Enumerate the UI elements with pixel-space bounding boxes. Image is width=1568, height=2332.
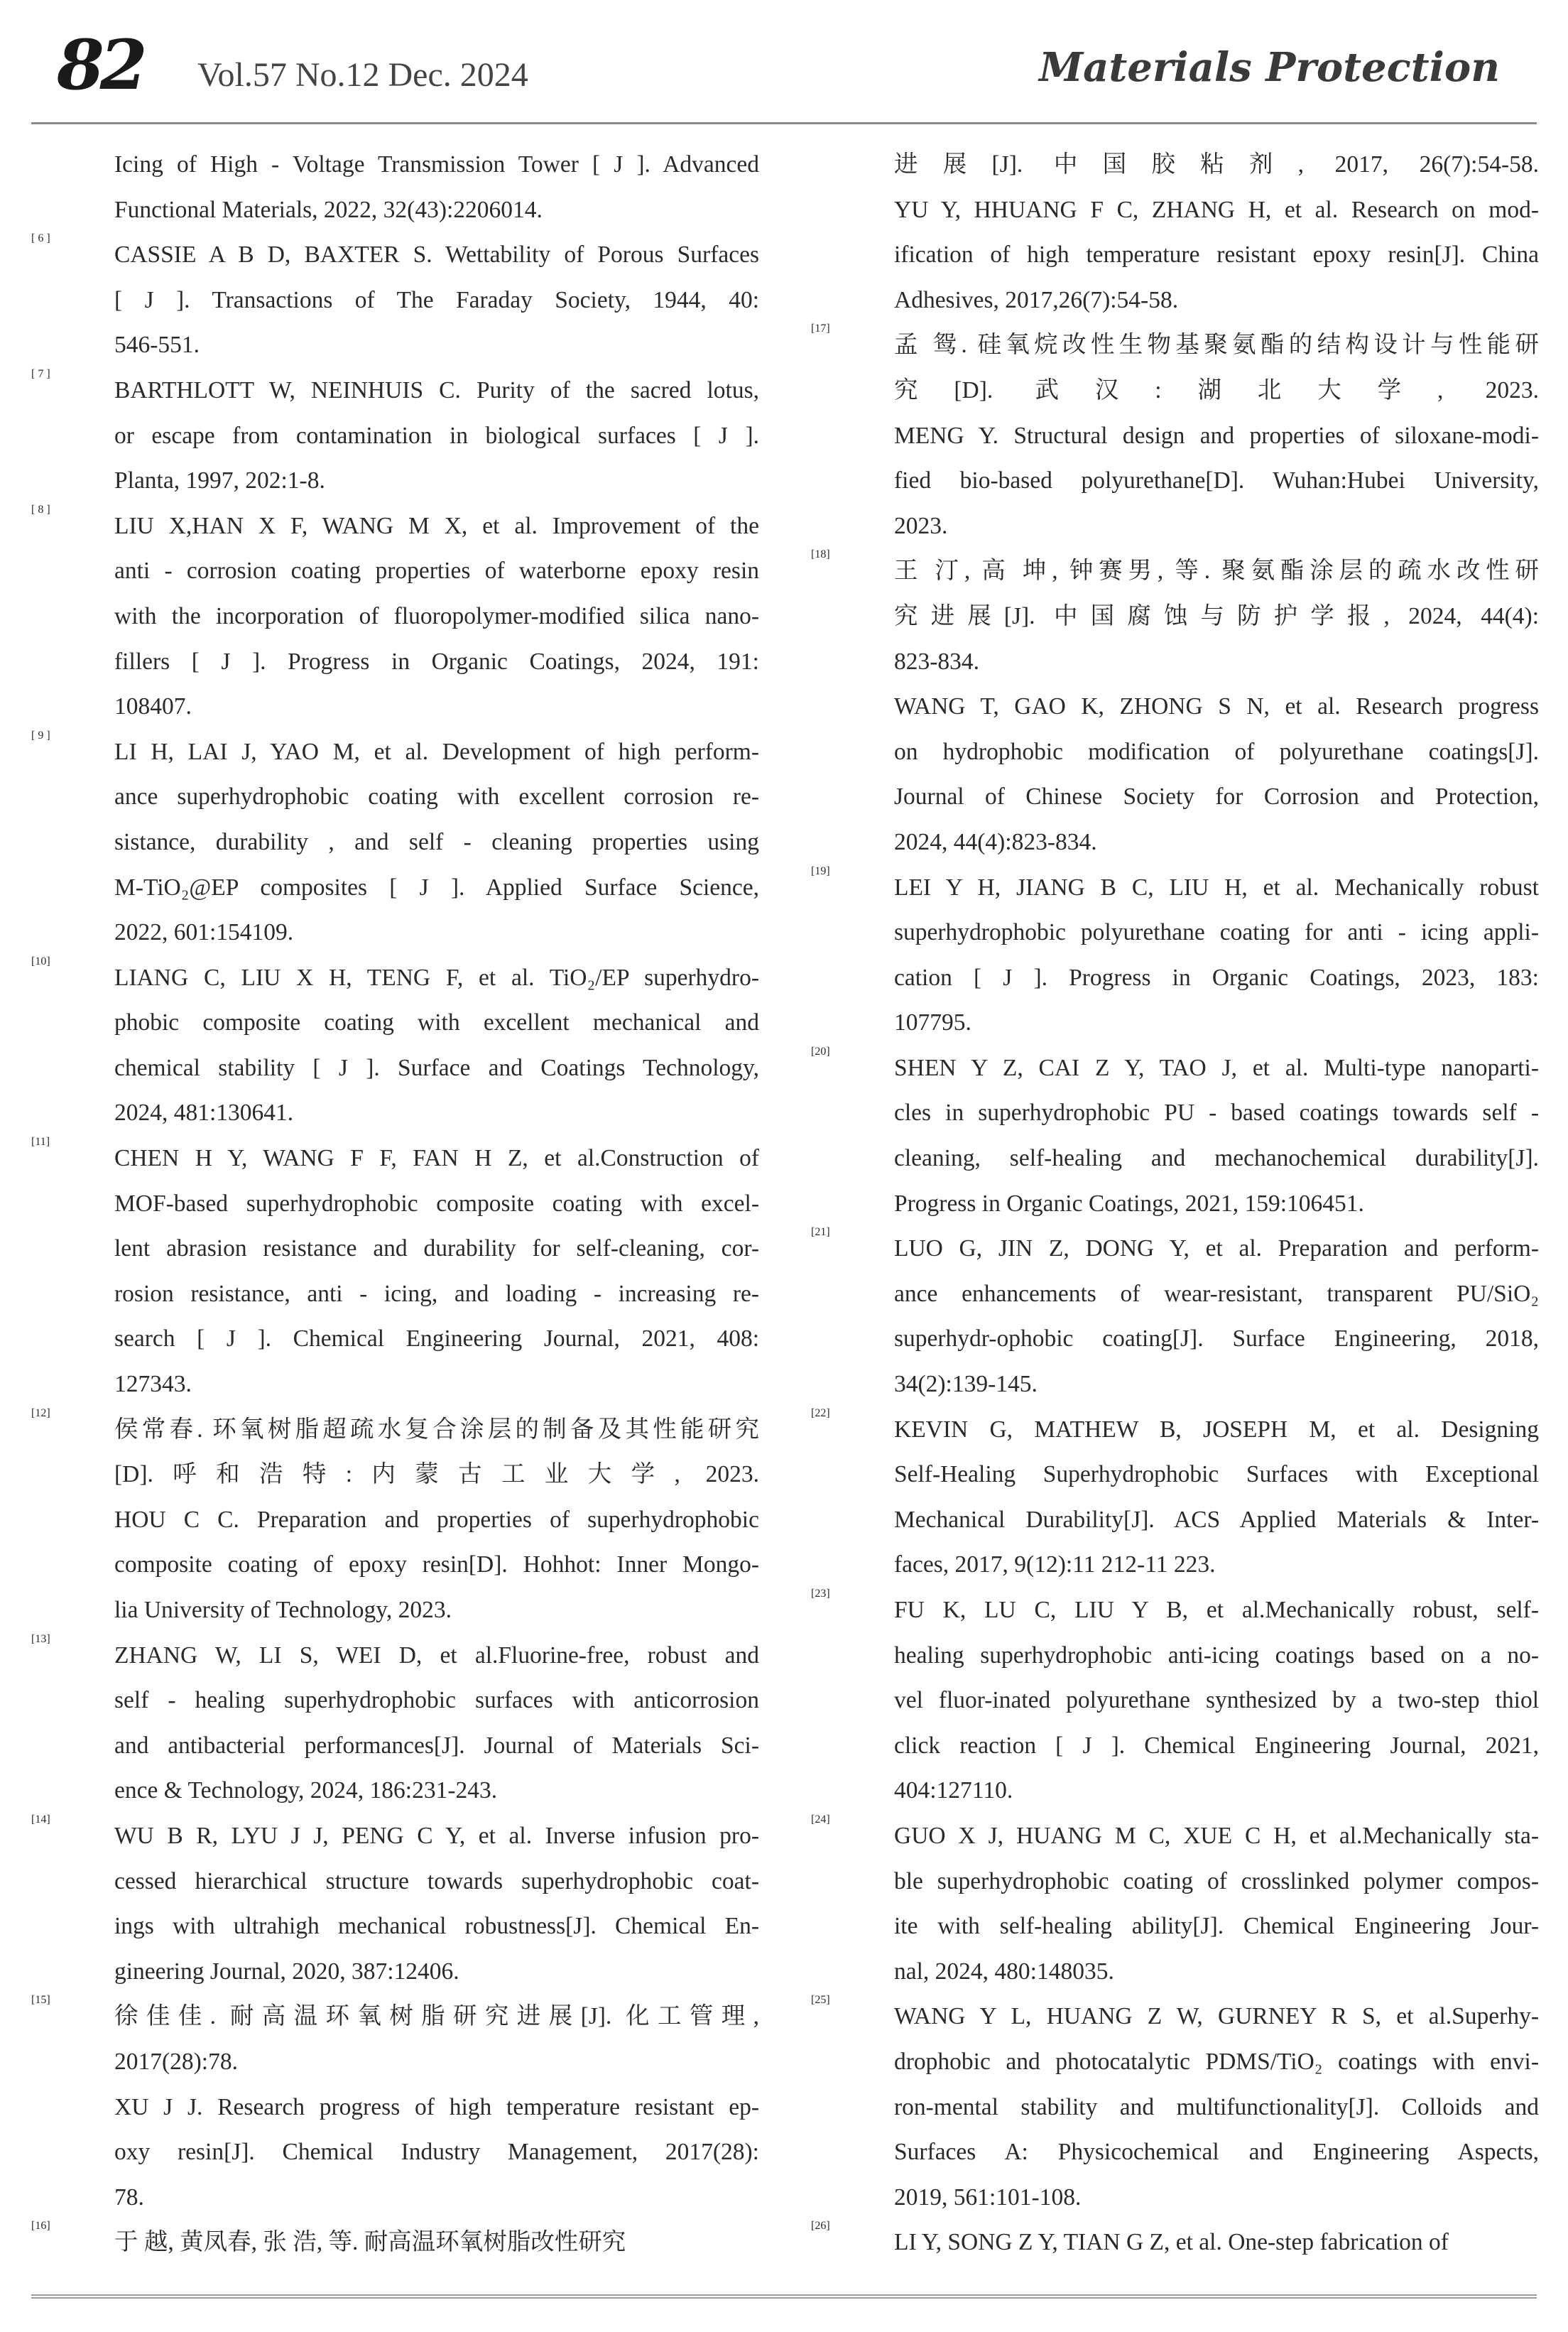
reference-number: [16]: [31, 2220, 50, 2233]
reference-line: FU K, LU C, LIU Y B, et al.Mechanically robust, self-: [894, 1597, 1539, 1623]
footer-divider: [31, 2294, 1537, 2303]
header-divider: [31, 122, 1537, 124]
reference-line: vel fluor-inated polyurethane synthesized by a two-step thiol: [894, 1687, 1539, 1714]
reference-number: [12]: [31, 1406, 50, 1419]
reference-line: or escape from contamination in biological surfaces [ J ].: [114, 422, 759, 449]
reference-number: [18]: [811, 548, 830, 561]
reference-entry: [31, 2220, 759, 2265]
reference-line: lia University of Technology, 2023.: [114, 1597, 452, 1623]
reference-entry: [31, 730, 759, 955]
journal-title: Materials Protection: [1039, 44, 1500, 91]
reference-number: [ 7 ]: [31, 367, 50, 380]
reference-column-left: [31, 142, 759, 2265]
reference-number: [22]: [811, 1406, 830, 1419]
reference-line: cation [ J ]. Progress in Organic Coatings, 2023, 183:: [894, 964, 1539, 991]
reference-line: phobic composite coating with excellent mechanical and: [114, 1009, 759, 1036]
reference-line: 2022, 601:154109.: [114, 919, 294, 946]
reference-number: [ 8 ]: [31, 503, 50, 516]
reference-line: ron-mental stability and multifunctionality[J]. Colloids and: [894, 2093, 1539, 2120]
reference-line: WANG Y L, HUANG Z W, GURNEY R S, et al.Superhy-: [894, 2003, 1539, 2030]
reference-line: Journal of Chinese Society for Corrosion and Protection,: [894, 783, 1539, 810]
reference-line: 孟 鸳. 硅氧烷改性生物基聚氨酯的结构设计与性能研: [894, 332, 1539, 359]
reference-entry: [811, 548, 1539, 864]
reference-line: ification of high temperature resistant epoxy resin[J]. China: [894, 242, 1539, 269]
reference-line: GUO X J, HUANG M C, XUE C H, et al.Mechanically sta-: [894, 1822, 1539, 1849]
reference-line: CHEN H Y, WANG F F, FAN H Z, et al.Construction of: [114, 1145, 759, 1172]
reference-line: [D].呼和浩特:内蒙古工业大学, 2023.: [114, 1461, 759, 1488]
reference-entry: [31, 1633, 759, 1813]
reference-line: Icing of High - Voltage Transmission Tower [ J ]. Advanced: [114, 151, 759, 178]
reference-line: ence & Technology, 2024, 186:231-243.: [114, 1777, 498, 1804]
reference-number: [10]: [31, 955, 50, 967]
reference-line: rosion resistance, anti - icing, and loading - increasing re-: [114, 1280, 759, 1307]
reference-entry: [811, 1994, 1539, 2220]
reference-line: LI Y, SONG Z Y, TIAN G Z, et al. One-step fabrication of: [894, 2229, 1449, 2256]
reference-number: [13]: [31, 1632, 50, 1645]
reference-line: search [ J ]. Chemical Engineering Journal, 2021, 408:: [114, 1325, 759, 1352]
reference-line: MENG Y. Structural design and properties of siloxane-modi-: [894, 422, 1539, 449]
reference-line: 究进展[J]. 中国腐蚀与防护学报, 2024, 44(4):: [894, 602, 1539, 629]
reference-number: [26]: [811, 2220, 830, 2233]
reference-number: [11]: [31, 1136, 50, 1149]
reference-line: 107795.: [894, 1009, 971, 1036]
reference-line: 进展[J]. 中国胶粘剂, 2017, 26(7):54-58.: [894, 151, 1539, 178]
reference-line: LIANG C, LIU X H, TENG F, et al. TiO₂/EP superhydro-: [114, 964, 759, 991]
reference-line: cles in superhydrophobic PU - based coatings towards self -: [894, 1100, 1539, 1127]
reference-line: 78.: [114, 2184, 144, 2211]
reference-number: [ 9 ]: [31, 729, 50, 742]
reference-line: faces, 2017, 9(12):11 212-11 223.: [894, 1551, 1216, 1578]
reference-line: ZHANG W, LI S, WEI D, et al.Fluorine-free, robust and: [114, 1642, 759, 1669]
reference-line: cessed hierarchical structure towards superhydrophobic coat-: [114, 1867, 759, 1894]
reference-entry: [31, 504, 759, 730]
reference-line: drophobic and photocatalytic PDMS/TiO₂ coatings with envi-: [894, 2048, 1539, 2075]
reference-line: gineering Journal, 2020, 387:12406.: [114, 1958, 459, 1985]
reference-line: 404:127110.: [894, 1777, 1013, 1804]
reference-line: Mechanical Durability[J]. ACS Applied Materials & Inter-: [894, 1506, 1539, 1533]
reference-line: with the incorporation of fluoropolymer-modified silica nano-: [114, 602, 759, 629]
reference-line: superhydrophobic polyurethane coating for anti - icing appli-: [894, 919, 1539, 946]
reference-line: on hydrophobic modification of polyurethane coatings[J].: [894, 738, 1539, 765]
reference-line: composite coating of epoxy resin[D]. Hohhot: Inner Mongo-: [114, 1551, 759, 1578]
reference-line: Planta, 1997, 202:1-8.: [114, 467, 325, 494]
reference-line: anti - corrosion coating properties of waterborne epoxy resin: [114, 558, 759, 585]
reference-number: [ 6 ]: [31, 232, 50, 245]
reference-number: [25]: [811, 1994, 830, 2007]
reference-line: XU J J. Research progress of high temperature resistant ep-: [114, 2093, 759, 2120]
reference-line: ings with ultrahigh mechanical robustness[J]. Chemical En-: [114, 1913, 759, 1940]
reference-line: 究[D]. 武汉:湖北大学, 2023.: [894, 376, 1539, 403]
reference-entry: [811, 2220, 1539, 2265]
reference-line: 108407.: [114, 693, 192, 720]
reference-line: 2024, 481:130641.: [114, 1100, 294, 1127]
reference-number: [14]: [31, 1813, 50, 1826]
reference-line: 34(2):139-145.: [894, 1371, 1038, 1398]
reference-line: chemical stability [ J ]. Surface and Coatings Technology,: [114, 1054, 759, 1081]
reference-line: 2017(28):78.: [114, 2048, 238, 2075]
reference-line: Surfaces A: Physicochemical and Engineering Aspects,: [894, 2139, 1539, 2166]
reference-entry: [811, 1813, 1539, 1994]
reference-number: [23]: [811, 1588, 830, 1600]
reference-entry: [811, 1407, 1539, 1588]
reference-line: 2024, 44(4):823-834.: [894, 828, 1097, 855]
reference-line: WU B R, LYU J J, PENG C Y, et al. Inverse infusion pro-: [114, 1822, 759, 1849]
reference-line: ance superhydrophobic coating with excellent corrosion re-: [114, 783, 759, 810]
reference-line: ance enhancements of wear-resistant, transparent PU/SiO₂: [894, 1280, 1539, 1307]
reference-line: Progress in Organic Coatings, 2021, 159:106451.: [894, 1190, 1364, 1217]
reference-line: LIU X,HAN X F, WANG M X, et al. Improvement of the: [114, 512, 759, 539]
reference-line: fied bio-based polyurethane[D]. Wuhan:Hubei University,: [894, 467, 1539, 494]
issue-info: Vol.57 No.12 Dec. 2024: [197, 56, 528, 94]
reference-number: [21]: [811, 1226, 830, 1239]
reference-line: SHEN Y Z, CAI Z Y, TAO J, et al. Multi-type nanoparti-: [894, 1054, 1539, 1081]
reference-line: KEVIN G, MATHEW B, JOSEPH M, et al. Designing: [894, 1416, 1539, 1443]
reference-number: [24]: [811, 1813, 830, 1826]
reference-line: [ J ]. Transactions of The Faraday Society, 1944, 40:: [114, 286, 759, 313]
reference-line: sistance, durability , and self - cleaning properties using: [114, 828, 759, 855]
reference-line: Adhesives, 2017,26(7):54-58.: [894, 286, 1179, 313]
page-number: 82: [57, 25, 143, 105]
reference-line: oxy resin[J]. Chemical Industry Management, 2017(28):: [114, 2139, 759, 2166]
reference-line: Self-Healing Superhydrophobic Surfaces with Exceptional: [894, 1461, 1539, 1488]
reference-entry: [811, 1588, 1539, 1813]
reference-line: M-TiO₂@EP composites [ J ]. Applied Surface Science,: [114, 874, 759, 901]
reference-line: LUO G, JIN Z, DONG Y, et al. Preparation and perform-: [894, 1235, 1539, 1262]
reference-number: [20]: [811, 1045, 830, 1058]
reference-line: healing superhydrophobic anti-icing coatings based on a no-: [894, 1642, 1539, 1669]
reference-entry: [31, 955, 759, 1136]
reference-line: nal, 2024, 480:148035.: [894, 1958, 1114, 1985]
reference-line: ite with self-healing ability[J]. Chemical Engineering Jour-: [894, 1913, 1539, 1940]
reference-entry: [31, 1407, 759, 1633]
reference-line: WANG T, GAO K, ZHONG S N, et al. Research progress: [894, 693, 1539, 720]
reference-line: MOF-based superhydrophobic composite coating with excel-: [114, 1190, 759, 1217]
reference-number: [17]: [811, 322, 830, 335]
reference-line: superhydr-ophobic coating[J]. Surface Engineering, 2018,: [894, 1325, 1539, 1352]
reference-line: ble superhydrophobic coating of crosslinked polymer compos-: [894, 1867, 1539, 1894]
reference-entry: [31, 232, 759, 368]
reference-line: 2023.: [894, 512, 948, 539]
reference-line: 徐佳佳. 耐高温环氧树脂研究进展[J]. 化工管理,: [114, 2003, 759, 2030]
reference-line: and antibacterial performances[J]. Journal of Materials Sci-: [114, 1732, 759, 1759]
reference-line: click reaction [ J ]. Chemical Engineering Journal, 2021,: [894, 1732, 1539, 1759]
reference-line: cleaning, self-healing and mechanochemical durability[J].: [894, 1145, 1539, 1172]
reference-number: [15]: [31, 1994, 50, 2007]
page-header: [0, 0, 1568, 135]
reference-entry: [31, 142, 759, 232]
reference-entry: [31, 1136, 759, 1407]
reference-line: 127343.: [114, 1371, 192, 1398]
reference-line: 823-834.: [894, 648, 980, 675]
reference-line: HOU C C. Preparation and properties of superhydrophobic: [114, 1506, 759, 1533]
reference-entry: [811, 1046, 1539, 1226]
reference-entry: [811, 142, 1539, 322]
reference-entry: [811, 865, 1539, 1046]
reference-line: CASSIE A B D, BAXTER S. Wettability of Porous Surfaces: [114, 242, 759, 269]
reference-number: [19]: [811, 864, 830, 877]
reference-line: fillers [ J ]. Progress in Organic Coatings, 2024, 191:: [114, 648, 759, 675]
reference-line: 王 汀, 高 坤, 钟赛男, 等. 聚氨酯涂层的疏水改性研: [894, 558, 1539, 585]
reference-line: lent abrasion resistance and durability for self-cleaning, cor-: [114, 1235, 759, 1262]
reference-entry: [31, 1813, 759, 1994]
reference-line: Functional Materials, 2022, 32(43):2206014.: [114, 196, 543, 223]
reference-line: LEI Y H, JIANG B C, LIU H, et al. Mechanically robust: [894, 874, 1539, 901]
reference-column-right: [811, 142, 1539, 2265]
reference-line: 侯常春. 环氧树脂超疏水复合涂层的制备及其性能研究: [114, 1416, 759, 1443]
reference-entry: [31, 368, 759, 504]
reference-line: BARTHLOTT W, NEINHUIS C. Purity of the sacred lotus,: [114, 376, 759, 403]
reference-entry: [811, 322, 1539, 548]
reference-entry: [811, 1226, 1539, 1406]
reference-line: self - healing superhydrophobic surfaces with anticorrosion: [114, 1687, 759, 1714]
reference-line: 于 越, 黄凤春, 张 浩, 等. 耐高温环氧树脂改性研究: [114, 2229, 626, 2256]
reference-line: 546-551.: [114, 332, 200, 359]
reference-line: YU Y, HHUANG F C, ZHANG H, et al. Research on mod-: [894, 196, 1539, 223]
reference-entry: [31, 1994, 759, 2220]
reference-line: LI H, LAI J, YAO M, et al. Development of high perform-: [114, 738, 759, 765]
reference-line: 2019, 561:101-108.: [894, 2184, 1082, 2211]
